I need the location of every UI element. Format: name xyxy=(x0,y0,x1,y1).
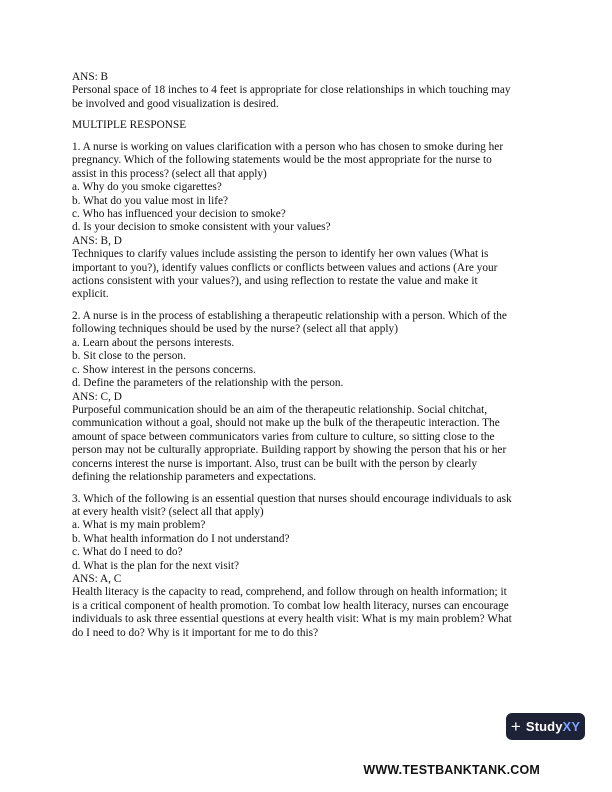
badge-label-study: Study xyxy=(525,719,563,734)
answer-option: b. What do you value most in life? xyxy=(72,194,229,207)
plus-icon: + xyxy=(510,717,521,736)
rationale-line: is a critical component of health promotion. To combat low health literacy, nurses can encourage xyxy=(72,599,509,612)
studyxy-badge[interactable] xyxy=(506,713,585,740)
footer-website: WWW.TESTBANKTANK.COM xyxy=(363,763,540,777)
rationale-line: Personal space of 18 inches to 4 feet is appropriate for close relationships in which touching may xyxy=(72,84,511,97)
question-1 xyxy=(72,141,542,302)
answer-key: ANS: C, D xyxy=(72,390,122,403)
rationale-line: individuals to ask three essential questions at every health visit: What is my main problem? What xyxy=(72,613,512,626)
answer-option: a. Why do you smoke cigarettes? xyxy=(72,181,222,194)
answer-option: a. What is my main problem? xyxy=(72,519,206,532)
rationale-line: Health literacy is the capacity to read, comprehend, and follow through on health information; it xyxy=(72,586,507,599)
answer-option: b. What health information do I not understand? xyxy=(72,532,290,545)
question-stem-line: 3. Which of the following is an essential question that nurses should encourage individuals to ask xyxy=(72,492,512,505)
rationale-line: Purposeful communication should be an aim of the therapeutic relationship. Social chitchat, xyxy=(72,403,488,416)
section-heading xyxy=(72,119,542,132)
rationale-line: communication without a goal, should not make up the bulk of the therapeutic interaction. The xyxy=(72,417,500,430)
rationale-line: defining the relationship parameters and expectations. xyxy=(72,470,317,483)
rationale-line: amount of space between communicators varies from culture to culture, so sitting close to the xyxy=(72,430,495,443)
rationale-line: concerns interest the nurse is important. Also, trust can be built with the person by clearly xyxy=(72,457,478,470)
question-3 xyxy=(72,493,542,640)
answer-option: b. Sit close to the person. xyxy=(72,350,186,363)
answer-option: c. Show interest in the persons concerns. xyxy=(72,363,256,376)
answer-key: ANS: B xyxy=(72,71,109,83)
answer-option: d. What is the plan for the next visit? xyxy=(72,559,240,572)
answer-option: d. Define the parameters of the relationship with the person. xyxy=(72,377,344,390)
answer-option: c. What do I need to do? xyxy=(72,546,183,559)
rationale-line: explicit. xyxy=(72,288,109,301)
answer-option: d. Is your decision to smoke consistent with your values? xyxy=(72,221,331,234)
question-stem-line: assist in this process? (select all that apply) xyxy=(72,167,267,180)
rationale-line: person may not be culturally appropriate. Building rapport by showing the person that his or her xyxy=(72,444,507,457)
question-stem-line: at every health visit? (select all that apply) xyxy=(72,505,264,518)
question-stem-line: 1. A nurse is working on values clarification with a person who has chosen to smoke during her xyxy=(72,141,504,153)
rationale-line: be involved and good visualization is desired. xyxy=(72,97,279,110)
question-stem-line: pregnancy. Which of the following statements would be the most appropriate for the nurse to xyxy=(72,154,492,167)
document-page xyxy=(72,71,542,648)
rationale-line: Techniques to clarify values include assisting the person to identify her own values (What is xyxy=(72,248,489,261)
question-2 xyxy=(72,310,542,484)
section-heading-text: MULTIPLE RESPONSE xyxy=(72,119,187,132)
answer-option: c. Who has influenced your decision to smoke? xyxy=(72,208,286,221)
rationale-line: important to you?), identify values conflicts or conflicts between values and actions (Are your xyxy=(72,261,498,274)
rationale-line: actions consistent with your values?), and using reflection to restate the value and make it xyxy=(72,275,478,288)
answer-key: ANS: B, D xyxy=(72,234,122,247)
answer-block-previous xyxy=(72,71,542,111)
question-stem-line: 2. A nurse is in the process of establishing a therapeutic relationship with a person. Which of the xyxy=(72,310,507,323)
answer-key: ANS: A, C xyxy=(72,572,122,585)
question-stem-line: following techniques should be used by the nurse? (select all that apply) xyxy=(72,323,398,336)
rationale-line: do I need to do? Why is it important for me to do this? xyxy=(72,626,319,639)
answer-option: a. Learn about the persons interests. xyxy=(72,336,235,349)
badge-label-xy: XY xyxy=(562,719,581,734)
